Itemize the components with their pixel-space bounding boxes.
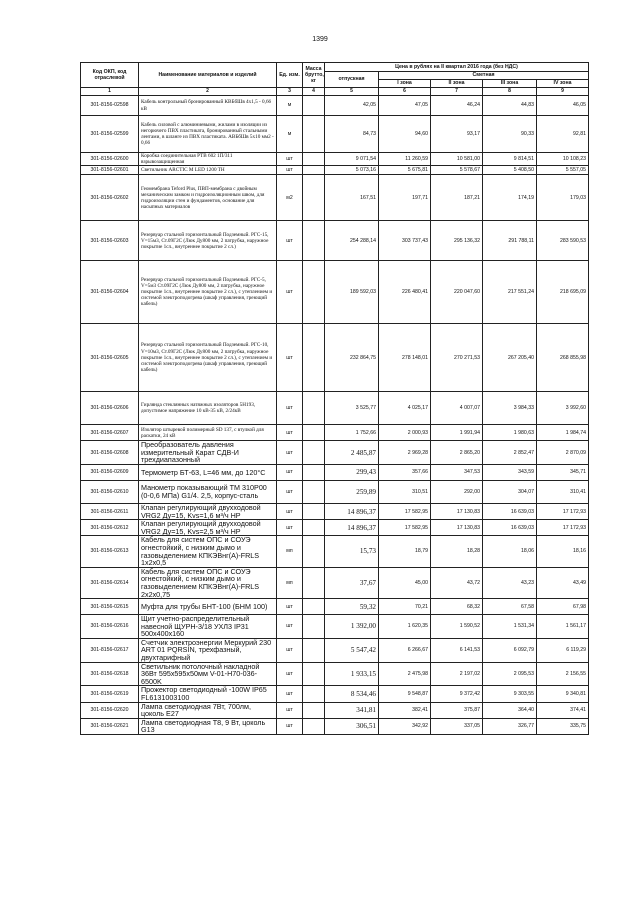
row-release-price: 9 071,54 <box>325 153 379 166</box>
row-zone-3-price: 1 531,34 <box>483 615 537 639</box>
row-zone-4-price: 3 992,60 <box>537 392 589 425</box>
row-code: 301-8156-02598 <box>81 96 139 116</box>
row-name: Коробка соединительная РТВ 602 1П/311 взрывозащищенная <box>139 153 277 166</box>
row-release-price: 84,73 <box>325 116 379 153</box>
table-row <box>81 116 589 153</box>
column-index: 1 <box>81 88 139 96</box>
row-unit: шт <box>277 480 303 503</box>
row-name: Лампа светодиодная Т8, 9 Вт, цоколь G13 <box>139 718 277 734</box>
row-name: Кабель для систем ОПС и СОУЭ огнестойкий, с низким дымо и газовыделением КПКЭВнг(А)-FRLS 1x2x0,5 <box>139 536 277 567</box>
row-mass <box>303 221 325 261</box>
row-release-price: 5 547,42 <box>325 638 379 662</box>
table-row <box>81 599 589 615</box>
row-zone-2-price: 46,24 <box>431 96 483 116</box>
table-row <box>81 392 589 425</box>
row-zone-4-price: 218 695,09 <box>537 261 589 324</box>
row-name: Лампа светодиодная 7Вт, 700лм, цоколь Е27 <box>139 702 277 718</box>
row-mass <box>303 175 325 221</box>
column-index: 2 <box>139 88 277 96</box>
row-code: 301-8156-02605 <box>81 324 139 392</box>
row-zone-1-price: 5 675,81 <box>379 166 431 175</box>
row-zone-1-price: 303 737,43 <box>379 221 431 261</box>
row-unit: шт <box>277 441 303 465</box>
row-unit: мп <box>277 567 303 598</box>
header-zone-2: II зона <box>431 80 483 88</box>
row-mass <box>303 662 325 686</box>
row-zone-2-price: 4 007,07 <box>431 392 483 425</box>
row-name: Резервуар стальной горизонтальный Подземный. РГС-15, V=15м3, Ст.09Г2С (Люк Ду800 мм, 2 патрубка, наружное покрытие 1сл., внутреннее покрытие 2 сл.) <box>139 221 277 261</box>
row-zone-4-price: 5 557,05 <box>537 166 589 175</box>
row-zone-3-price: 67,58 <box>483 599 537 615</box>
row-code: 301-8156-02613 <box>81 536 139 567</box>
row-code: 301-8156-02615 <box>81 599 139 615</box>
row-zone-2-price: 9 372,42 <box>431 686 483 702</box>
row-unit: шт <box>277 153 303 166</box>
row-zone-4-price: 43,49 <box>537 567 589 598</box>
row-zone-4-price: 335,75 <box>537 718 589 734</box>
row-name: Гирлянда стеклянных натяжных изоляторов 5Н193, допустимое напряжение 10 кВ-35 кВ, 2/24кВ <box>139 392 277 425</box>
row-release-price: 59,32 <box>325 599 379 615</box>
row-zone-4-price: 17 172,93 <box>537 520 589 536</box>
row-mass <box>303 425 325 441</box>
row-zone-2-price: 220 047,60 <box>431 261 483 324</box>
row-code: 301-8156-02620 <box>81 702 139 718</box>
table-row <box>81 166 589 175</box>
row-code: 301-8156-02599 <box>81 116 139 153</box>
row-name: Кабель контрольный бронированный КВБбШв 4x1,5 - 0,66 кВ <box>139 96 277 116</box>
row-mass <box>303 686 325 702</box>
row-zone-3-price: 18,06 <box>483 536 537 567</box>
row-zone-4-price: 46,05 <box>537 96 589 116</box>
table-row <box>81 96 589 116</box>
row-zone-3-price: 217 551,24 <box>483 261 537 324</box>
row-zone-1-price: 47,05 <box>379 96 431 116</box>
row-zone-3-price: 1 980,63 <box>483 425 537 441</box>
row-zone-4-price: 179,03 <box>537 175 589 221</box>
row-code: 301-8156-02608 <box>81 441 139 465</box>
row-zone-3-price: 2 852,47 <box>483 441 537 465</box>
price-table <box>80 62 589 735</box>
row-mass <box>303 464 325 480</box>
row-name: Клапан регулирующий двухходовой VRG2 Ду=15, Kvs=1,6 м³/ч НР <box>139 503 277 519</box>
table-row <box>81 175 589 221</box>
row-zone-4-price: 345,71 <box>537 464 589 480</box>
row-zone-3-price: 291 788,11 <box>483 221 537 261</box>
table-row <box>81 567 589 598</box>
row-code: 301-8156-02618 <box>81 662 139 686</box>
row-code: 301-8156-02607 <box>81 425 139 441</box>
row-zone-1-price: 17 582,95 <box>379 503 431 519</box>
row-release-price: 14 896,37 <box>325 503 379 519</box>
row-unit: мп <box>277 536 303 567</box>
row-name: Изолятор штыревой полимерный SD 137, с втулкой для раскатки, 24 кВ <box>139 425 277 441</box>
row-release-price: 1 933,15 <box>325 662 379 686</box>
header-zone-1: I зона <box>379 80 431 88</box>
row-zone-4-price: 1 984,74 <box>537 425 589 441</box>
table-row <box>81 153 589 166</box>
column-index: 7 <box>431 88 483 96</box>
header-code: Код ОКП, код отраслевой <box>81 63 139 88</box>
row-zone-4-price: 6 119,29 <box>537 638 589 662</box>
row-code: 301-8156-02610 <box>81 480 139 503</box>
row-mass <box>303 480 325 503</box>
row-zone-1-price: 342,92 <box>379 718 431 734</box>
row-zone-2-price: 187,21 <box>431 175 483 221</box>
column-index: 4 <box>303 88 325 96</box>
row-name: Преобразователь давления измерительный Карат СДВ-И трехдиапазонный <box>139 441 277 465</box>
row-zone-1-price: 2 475,98 <box>379 662 431 686</box>
table-row <box>81 221 589 261</box>
row-zone-2-price: 2 865,20 <box>431 441 483 465</box>
row-zone-4-price: 2 156,55 <box>537 662 589 686</box>
header-name: Наименование материалов и изделий <box>139 63 277 88</box>
row-release-price: 3 525,77 <box>325 392 379 425</box>
row-zone-4-price: 92,81 <box>537 116 589 153</box>
row-code: 301-8156-02621 <box>81 718 139 734</box>
row-zone-2-price: 347,53 <box>431 464 483 480</box>
row-mass <box>303 638 325 662</box>
row-name: Резервуар стальной горизонтальный Подземный. РГС-10, V=10м3, Ст.09Г2С (Люк Ду800 мм, 2 патрубка, наружное покрытие 1сл., внутреннее покрытие 2 сл.), с утеплением и системой электроподогрева (шкаф управления, греющий кабель) <box>139 324 277 392</box>
row-zone-3-price: 267 205,40 <box>483 324 537 392</box>
column-index: 6 <box>379 88 431 96</box>
row-release-price: 5 073,16 <box>325 166 379 175</box>
table-row <box>81 615 589 639</box>
row-zone-1-price: 6 266,67 <box>379 638 431 662</box>
row-zone-4-price: 9 340,81 <box>537 686 589 702</box>
row-unit: шт <box>277 464 303 480</box>
header-price-group: Цена в рублях на II квартал 2016 года (без НДС) <box>325 63 589 72</box>
table-row <box>81 324 589 392</box>
row-zone-1-price: 45,00 <box>379 567 431 598</box>
row-unit: шт <box>277 638 303 662</box>
row-zone-2-price: 2 197,02 <box>431 662 483 686</box>
row-zone-3-price: 9 814,51 <box>483 153 537 166</box>
row-release-price: 14 896,37 <box>325 520 379 536</box>
row-zone-1-price: 9 548,87 <box>379 686 431 702</box>
row-release-price: 232 864,75 <box>325 324 379 392</box>
table-row <box>81 464 589 480</box>
column-index: 5 <box>325 88 379 96</box>
row-zone-3-price: 2 095,53 <box>483 662 537 686</box>
row-zone-1-price: 197,71 <box>379 175 431 221</box>
row-mass <box>303 441 325 465</box>
row-name: Кабель для систем ОПС и СОУЭ огнестойкий, с низким дымо и газовыделением КПКЭВнг(А)-FRLS 2x2x0,75 <box>139 567 277 598</box>
row-release-price: 341,81 <box>325 702 379 718</box>
row-zone-2-price: 375,87 <box>431 702 483 718</box>
row-release-price: 189 592,03 <box>325 261 379 324</box>
row-unit: м2 <box>277 175 303 221</box>
row-release-price: 299,43 <box>325 464 379 480</box>
row-code: 301-8156-02611 <box>81 503 139 519</box>
row-unit: шт <box>277 686 303 702</box>
row-name: Геомембрана Teford Plus, ПВП-мембрана с двойным механическим замком и гидроизоляционным швом, для гидроизоляции стен и фундаментов, основание для насыпных материалов <box>139 175 277 221</box>
column-index: 8 <box>483 88 537 96</box>
column-index: 3 <box>277 88 303 96</box>
table-row <box>81 662 589 686</box>
row-zone-1-price: 17 582,95 <box>379 520 431 536</box>
row-zone-4-price: 67,98 <box>537 599 589 615</box>
row-name: Термометр БТ-63, L=46 мм, до 120°С <box>139 464 277 480</box>
row-mass <box>303 599 325 615</box>
row-zone-1-price: 94,60 <box>379 116 431 153</box>
row-zone-1-price: 18,79 <box>379 536 431 567</box>
row-name: Кабель силовой с алюминиевыми, жилами в изоляции из негорючего ПВХ пластиката, бронированный стальными лентами, в шланге из ПВХ пластиката. АВБбШв 5x10 мм2 - 0,66 <box>139 116 277 153</box>
row-zone-4-price: 2 870,09 <box>537 441 589 465</box>
row-zone-1-price: 11 260,59 <box>379 153 431 166</box>
row-code: 301-8156-02602 <box>81 175 139 221</box>
row-unit: шт <box>277 718 303 734</box>
row-zone-1-price: 278 148,01 <box>379 324 431 392</box>
row-zone-1-price: 382,41 <box>379 702 431 718</box>
row-zone-3-price: 6 092,79 <box>483 638 537 662</box>
row-zone-1-price: 70,21 <box>379 599 431 615</box>
row-zone-3-price: 43,23 <box>483 567 537 598</box>
row-unit: шт <box>277 599 303 615</box>
row-unit: шт <box>277 166 303 175</box>
row-zone-2-price: 292,00 <box>431 480 483 503</box>
row-name: Светильник ARCTIC M LED 1200 TH <box>139 166 277 175</box>
table-row <box>81 686 589 702</box>
row-mass <box>303 166 325 175</box>
row-release-price: 167,51 <box>325 175 379 221</box>
row-release-price: 254 288,14 <box>325 221 379 261</box>
row-zone-1-price: 357,66 <box>379 464 431 480</box>
row-zone-3-price: 44,83 <box>483 96 537 116</box>
row-zone-3-price: 364,40 <box>483 702 537 718</box>
row-zone-2-price: 1 991,94 <box>431 425 483 441</box>
column-index-row <box>81 88 589 96</box>
row-zone-1-price: 2 000,93 <box>379 425 431 441</box>
row-zone-1-price: 226 480,41 <box>379 261 431 324</box>
row-code: 301-8156-02609 <box>81 464 139 480</box>
row-mass <box>303 392 325 425</box>
row-mass <box>303 702 325 718</box>
row-code: 301-8156-02600 <box>81 153 139 166</box>
table-row <box>81 718 589 734</box>
header-zone-4: IV зона <box>537 80 589 88</box>
row-zone-1-price: 4 025,17 <box>379 392 431 425</box>
header-release-price: отпускная <box>325 72 379 88</box>
row-unit: м <box>277 116 303 153</box>
page-number: 1399 <box>312 36 328 43</box>
row-zone-1-price: 310,51 <box>379 480 431 503</box>
table-row <box>81 536 589 567</box>
row-release-price: 15,73 <box>325 536 379 567</box>
row-zone-3-price: 304,07 <box>483 480 537 503</box>
row-name: Прожектор светодиодный -100W IP65 FL6131003100 <box>139 686 277 702</box>
row-mass <box>303 261 325 324</box>
row-name: Счетчик электроэнергии Меркурий 230 ART 01 PQRSIN, трехфазный, двухтарифный <box>139 638 277 662</box>
row-zone-2-price: 68,32 <box>431 599 483 615</box>
header-estimate-price: Сметная <box>379 72 589 80</box>
row-mass <box>303 153 325 166</box>
row-zone-3-price: 343,59 <box>483 464 537 480</box>
row-zone-3-price: 16 639,03 <box>483 503 537 519</box>
row-zone-1-price: 2 969,28 <box>379 441 431 465</box>
row-mass <box>303 567 325 598</box>
row-unit: шт <box>277 520 303 536</box>
row-zone-2-price: 18,28 <box>431 536 483 567</box>
row-name: Светильник потолочный накладной 36Вт 595x595x50мм V-01-H70-036-6500K <box>139 662 277 686</box>
row-zone-2-price: 93,17 <box>431 116 483 153</box>
row-zone-1-price: 1 620,35 <box>379 615 431 639</box>
row-release-price: 1 392,00 <box>325 615 379 639</box>
row-mass <box>303 503 325 519</box>
row-unit: шт <box>277 324 303 392</box>
row-unit: шт <box>277 392 303 425</box>
row-zone-2-price: 6 141,53 <box>431 638 483 662</box>
table-row <box>81 261 589 324</box>
row-zone-2-price: 337,05 <box>431 718 483 734</box>
row-zone-2-price: 17 130,83 <box>431 520 483 536</box>
row-zone-3-price: 326,77 <box>483 718 537 734</box>
row-unit: шт <box>277 702 303 718</box>
row-zone-3-price: 3 984,33 <box>483 392 537 425</box>
row-zone-2-price: 43,72 <box>431 567 483 598</box>
row-zone-3-price: 90,33 <box>483 116 537 153</box>
row-zone-3-price: 9 303,55 <box>483 686 537 702</box>
row-zone-2-price: 295 136,32 <box>431 221 483 261</box>
row-unit: шт <box>277 615 303 639</box>
row-mass <box>303 520 325 536</box>
row-code: 301-8156-02619 <box>81 686 139 702</box>
header-unit: Ед. изм. <box>277 63 303 88</box>
row-zone-4-price: 310,41 <box>537 480 589 503</box>
row-mass <box>303 116 325 153</box>
row-mass <box>303 96 325 116</box>
table-row <box>81 503 589 519</box>
row-mass <box>303 615 325 639</box>
row-name: Манометр показывающий ТМ 310Р00 (0-0,6 МПа) G1/4. 2,5, корпус-сталь <box>139 480 277 503</box>
row-unit: шт <box>277 425 303 441</box>
row-zone-3-price: 174,19 <box>483 175 537 221</box>
row-release-price: 1 752,66 <box>325 425 379 441</box>
row-zone-4-price: 374,41 <box>537 702 589 718</box>
table-row <box>81 702 589 718</box>
row-zone-2-price: 10 581,00 <box>431 153 483 166</box>
row-release-price: 2 485,87 <box>325 441 379 465</box>
table-row <box>81 425 589 441</box>
row-code: 301-8156-02601 <box>81 166 139 175</box>
row-name: Муфта для трубы БНТ-100 (БНМ 100) <box>139 599 277 615</box>
row-code: 301-8156-02603 <box>81 221 139 261</box>
row-release-price: 37,67 <box>325 567 379 598</box>
table-row <box>81 441 589 465</box>
row-code: 301-8156-02617 <box>81 638 139 662</box>
row-zone-4-price: 17 172,93 <box>537 503 589 519</box>
table-row <box>81 520 589 536</box>
row-mass <box>303 718 325 734</box>
row-zone-4-price: 10 108,23 <box>537 153 589 166</box>
row-mass <box>303 324 325 392</box>
row-zone-4-price: 18,16 <box>537 536 589 567</box>
row-zone-4-price: 1 561,17 <box>537 615 589 639</box>
row-release-price: 8 534,46 <box>325 686 379 702</box>
row-unit: шт <box>277 503 303 519</box>
row-code: 301-8156-02612 <box>81 520 139 536</box>
row-release-price: 259,89 <box>325 480 379 503</box>
row-zone-2-price: 5 578,67 <box>431 166 483 175</box>
row-name: Клапан регулирующий двухходовой VRG2 Ду=15, Kvs=2,5 м³/ч НР <box>139 520 277 536</box>
row-code: 301-8156-02614 <box>81 567 139 598</box>
table-row <box>81 638 589 662</box>
row-unit: шт <box>277 261 303 324</box>
row-unit: м <box>277 96 303 116</box>
row-zone-3-price: 16 639,03 <box>483 520 537 536</box>
row-name: Щит учетно-распределительный навесной ЩУРН-3/18 УХЛ3 IP31 500x400x160 <box>139 615 277 639</box>
row-code: 301-8156-02604 <box>81 261 139 324</box>
column-index: 9 <box>537 88 589 96</box>
row-zone-4-price: 283 590,53 <box>537 221 589 261</box>
table-row <box>81 480 589 503</box>
row-zone-2-price: 1 590,52 <box>431 615 483 639</box>
row-mass <box>303 536 325 567</box>
row-release-price: 306,51 <box>325 718 379 734</box>
row-name: Резервуар стальной горизонтальный Подземный. РГС-5, V=5м3 Ст.09Г2С (Люк Ду800 мм, 2 патрубка, наружное покрытие 1сл., внутреннее покрытие 2 сл.), с утеплением и системой электроподогрева (шкаф управления, греющий кабель) <box>139 261 277 324</box>
row-zone-2-price: 270 271,53 <box>431 324 483 392</box>
row-zone-3-price: 5 408,50 <box>483 166 537 175</box>
row-code: 301-8156-02606 <box>81 392 139 425</box>
row-unit: шт <box>277 662 303 686</box>
row-zone-2-price: 17 130,83 <box>431 503 483 519</box>
row-zone-4-price: 268 855,98 <box>537 324 589 392</box>
row-release-price: 42,05 <box>325 96 379 116</box>
header-mass: Масса брутто, кг <box>303 63 325 88</box>
row-code: 301-8156-02616 <box>81 615 139 639</box>
row-unit: шт <box>277 221 303 261</box>
header-zone-3: III зона <box>483 80 537 88</box>
